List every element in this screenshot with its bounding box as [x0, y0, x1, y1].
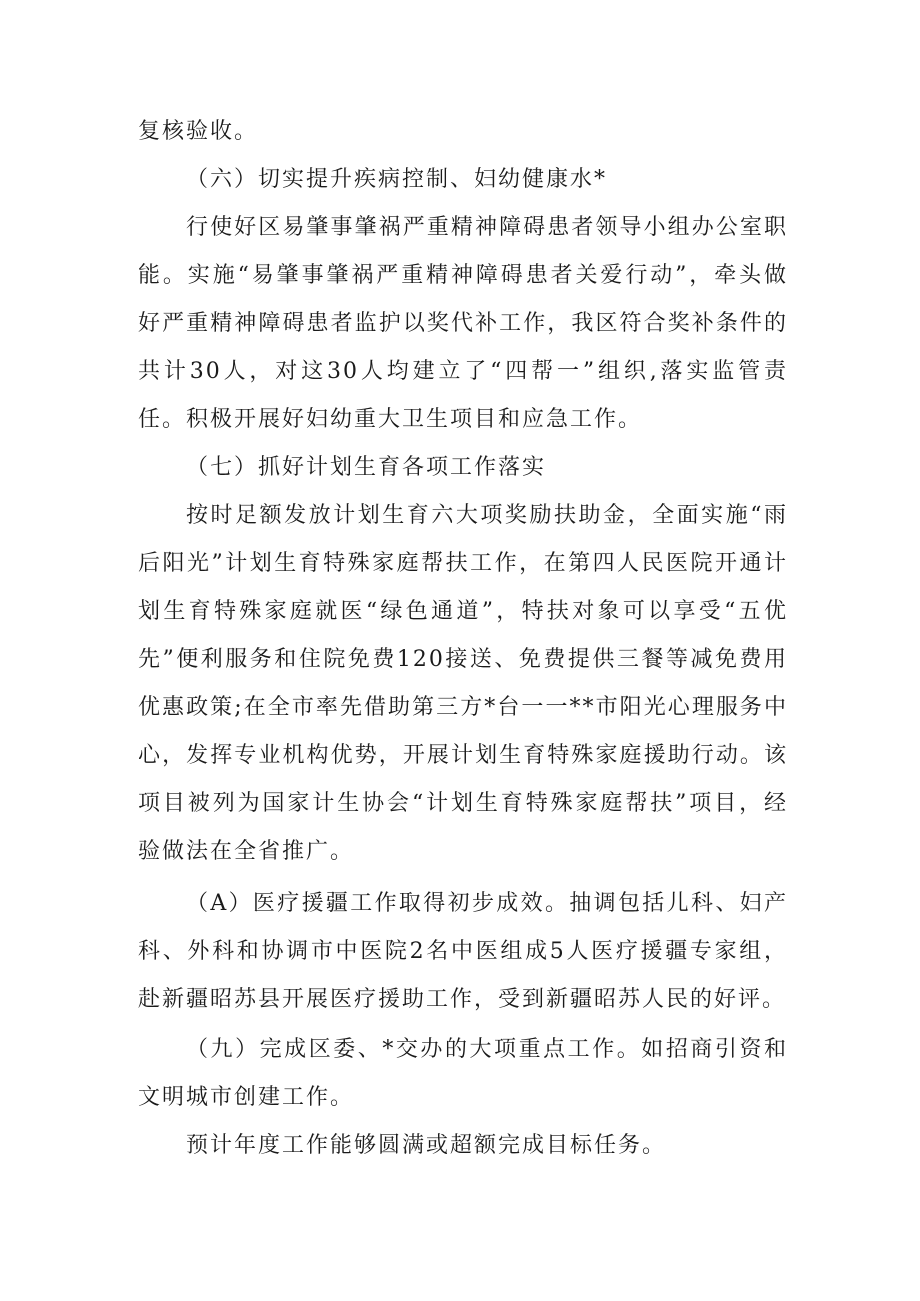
- paragraph-annual-forecast: 预计年度工作能够圆满或超额完成目标任务。: [186, 1133, 667, 1158]
- paragraph-key-tasks: （九）完成区委、*交办的大项重点工作。如招商引资和文明城市创建工作。: [138, 1037, 788, 1110]
- section-heading-six: （六）切实提升疾病控制、妇幼健康水*: [186, 167, 608, 192]
- paragraph-mental-health: 行使好区易肇事肇祸严重精神障碍患者领导小组办公室职能。实施“易肇事肇祸严重精神障碍患者关爱行动”，牵头做好严重精神障碍患者监护以奖代补工作，我区符合奖补条件的共计30人，对这30人均建立了“四帮一”组织,落实监管责任。积极开展好妇幼重大卫生项目和应急工作。: [138, 215, 788, 432]
- paragraph-family-planning: 按时足额发放计划生育六大项奖励扶助金，全面实施“雨后阳光”计划生育特殊家庭帮扶工作，在第四人民医院开通计划生育特殊家庭就医“绿色通道”，特扶对象可以享受“五优先”便利服务和住院免费120接送、免费提供三餐等减免费用优惠政策;在全市率先借助第三方*台一一**市阳光心理服务中心，发挥专业机构优势，开展计划生育特殊家庭援助行动。该项目被列为国家计生协会“计划生育特殊家庭帮扶”项目，经验做法在全省推广。: [138, 503, 788, 864]
- paragraph-medical-aid-xinjiang: （A）医疗援疆工作取得初步成效。抽调包括儿科、妇产科、外科和协调市中医院2名中医组成5人医疗援疆专家组，赴新疆昭苏县开展医疗援助工作，受到新疆昭苏人民的好评。: [138, 891, 788, 1012]
- paragraph-continuation: 复核验收。: [138, 119, 259, 144]
- section-heading-seven: （七）抓好计划生育各项工作落实: [186, 455, 547, 480]
